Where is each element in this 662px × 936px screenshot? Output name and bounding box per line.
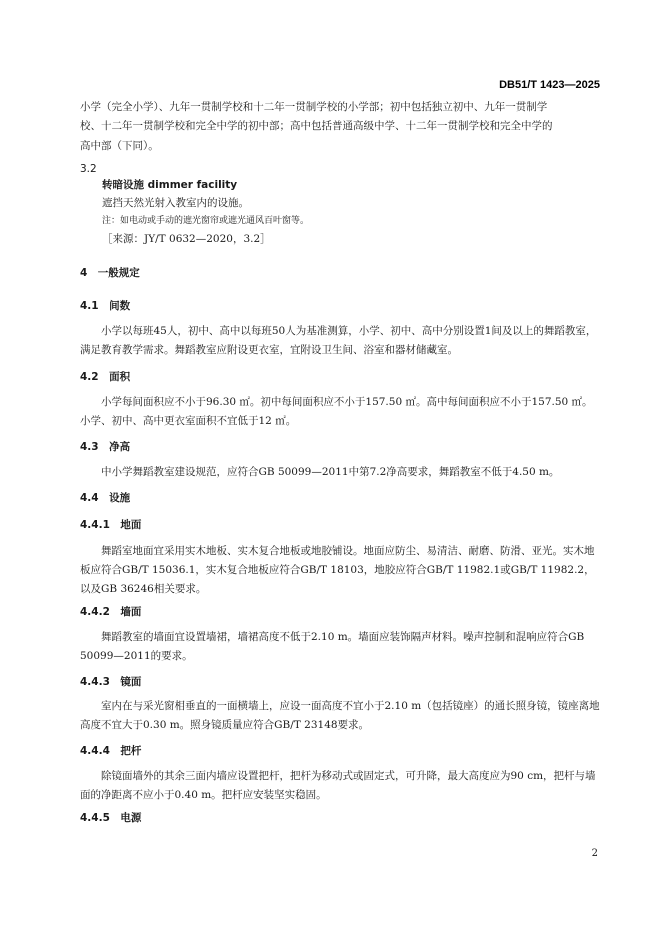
section-4-4-3-body: 室内在与采光窗相垂直的一面横墙上，应设一面高度不宜小于2.10 m（包括镜座）的通长照身镜，镜座离地高度不宜大于0.30 m。照身镜质量应符合GB/T 23148要求。 — [80, 700, 600, 731]
section-4-2-heading: 4.2 面积 — [80, 371, 131, 383]
intro-line-3: 高中部（下同）。 — [80, 140, 159, 152]
clause-3-2-term: 转暗设施 dimmer facility — [102, 179, 238, 191]
section-4-4-heading: 4.4 设施 — [80, 492, 131, 504]
section-4-4-5-heading: 4.4.5 电源 — [80, 812, 142, 824]
intro-line-1: 小学（完全小学）、九年一贯制学校和十二年一贯制学校的小学部；初中包括独立初中、九年一贯制学 — [80, 101, 548, 113]
section-4-4-4-body: 除镜面墙外的其余三面内墙应设置把杆，把杆为移动式或固定式，可升降，最大高度应为90 cm，把杆与墙面的净距离不应小于0.40 m。把杆应安装坚实稳固。 — [80, 770, 596, 801]
section-4-4-1-body: 舞蹈室地面宜采用实木地板、实木复合地板或地胶铺设。地面应防尘、易清洁、耐磨、防滑、亚光。实木地板应符合GB/T 15036.1，实木复合地板应符合GB/T 18103，地胶应符合GB/T 11982.1或GB/T 11982.2，以及GB 36246相关要求。 — [80, 545, 595, 595]
section-4-heading: 4 一般规定 — [80, 267, 140, 279]
section-4-2-body: 小学每间面积应不小于96.30 ㎡。初中每间面积应不小于157.50 ㎡。高中每间面积应不小于157.50 ㎡。小学、初中、高中更衣室面积不宜低于12 ㎡。 — [80, 396, 593, 427]
section-4-1-heading: 4.1 间数 — [80, 300, 131, 312]
clause-3-2-definition: 遮挡天然光射入教室内的设施。 — [102, 197, 249, 209]
section-4-3-body: 中小学舞蹈教室建设规范，应符合GB 50099—2011中第7.2净高要求，舞蹈教室不低于4.50 m。 — [101, 466, 560, 478]
section-4-4-2-body: 舞蹈教室的墙面宜设置墙裙，墙裙高度不低于2.10 m。墙面应装饰隔声材料。噪声控制和混响应符合GB 50099—2011的要求。 — [80, 631, 585, 662]
section-4-4-3-heading: 4.4.3 镜面 — [80, 676, 142, 688]
page-number: 2 — [591, 848, 598, 859]
section-4-4-1-heading: 4.4.1 地面 — [80, 519, 142, 531]
section-4-3-heading: 4.3 净高 — [80, 441, 131, 453]
clause-3-2-note: 注：如电动或手动的遮光窗帘或遮光通风百叶窗等。 — [102, 216, 310, 226]
intro-line-2: 校、十二年一贯制学校和完全中学的初中部；高中包括普通高级中学、十二年一贯制学校和完全中学的 — [80, 120, 553, 132]
section-4-4-2-heading: 4.4.2 墙面 — [80, 606, 142, 618]
standard-code: DB51/T 1423—2025 — [499, 79, 600, 91]
clause-3-2-number: 3.2 — [80, 163, 97, 175]
section-4-4-4-heading: 4.4.4 把杆 — [80, 745, 142, 757]
clause-3-2-source: ［来源：JY/T 0632—2020，3.2］ — [102, 233, 271, 245]
section-4-1-body: 小学以每班45人，初中、高中以每班50人为基准测算，小学、初中、高中分别设置1间及以上的舞蹈教室，满足教育教学需求。舞蹈教室应附设更衣室，宜附设卫生间、浴室和器材储藏室。 — [80, 325, 597, 356]
